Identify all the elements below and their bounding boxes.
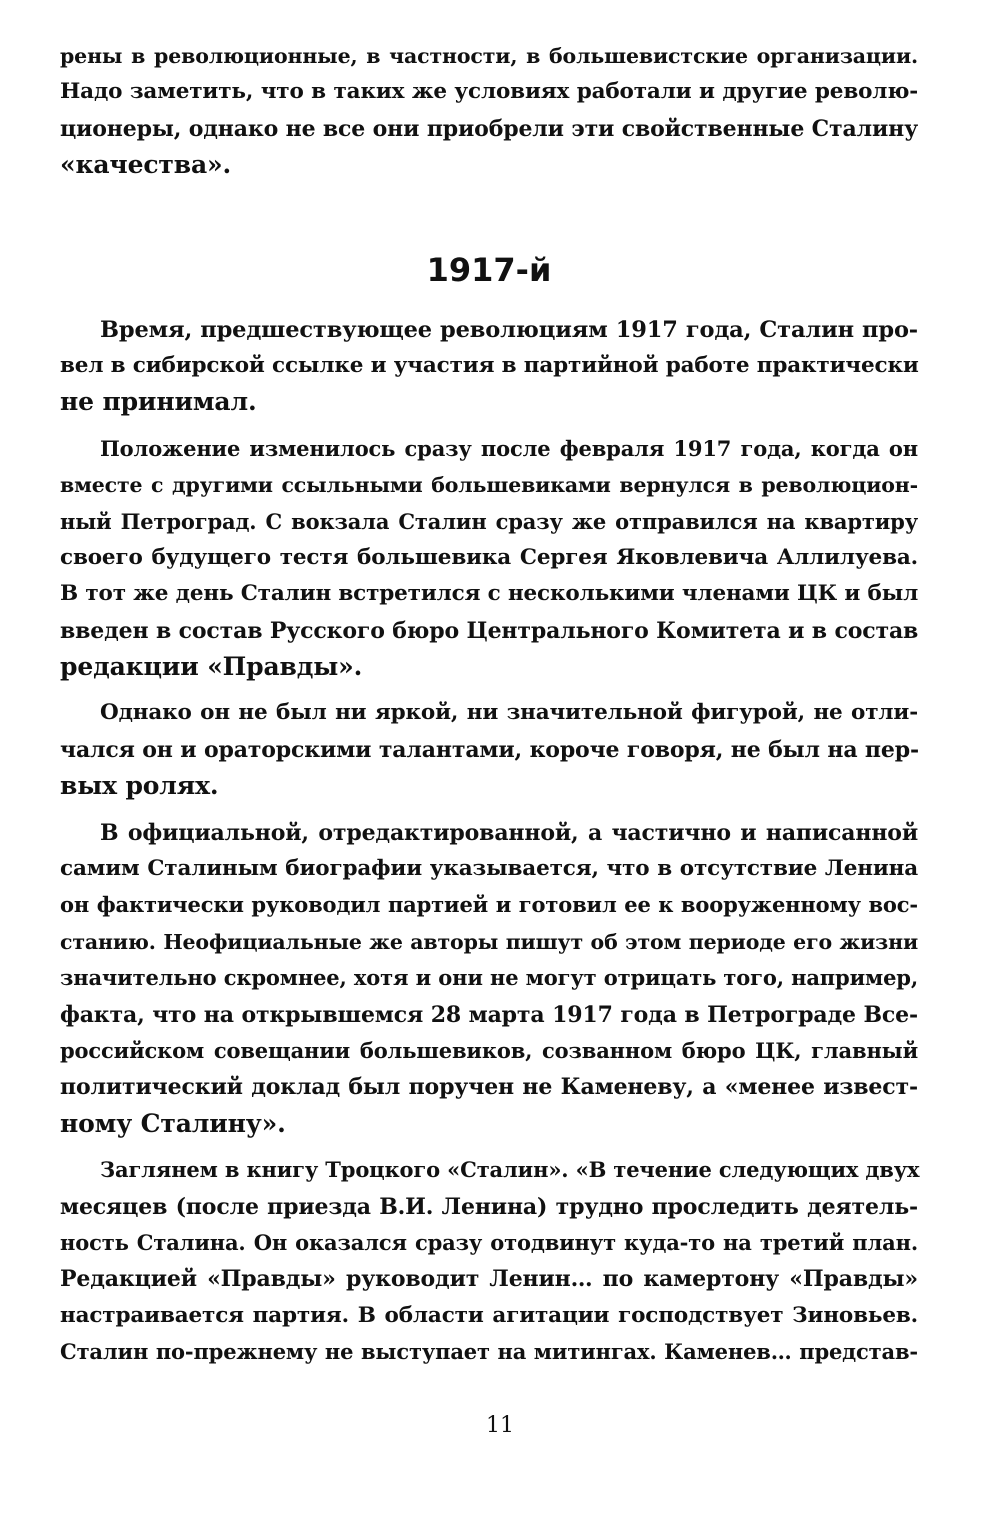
- paragraph: [60, 695, 918, 804]
- paragraph: [60, 1152, 918, 1370]
- text-line: политический доклад был поручен не Каменеву, а «менее извест-: [60, 1074, 918, 1101]
- text-line: месяцев (после приезда В.И. Ленина) трудно проследить деятель-: [60, 1193, 918, 1220]
- text-line: значительно скромнее, хотя и они не могут отрицать того, например,: [60, 965, 918, 991]
- text-line: своего будущего тестя большевика Сергея Яковлевича Аллилуева.: [60, 544, 918, 570]
- text-line: российском совещании большевиков, созванном бюро ЦК, главный: [60, 1037, 918, 1063]
- text-line: вел в сибирской ссылке и участия в партийной работе практически: [60, 352, 919, 378]
- text-line: Надо заметить, что в таких же условиях работали и другие револю-: [60, 79, 918, 105]
- text-line: Положение изменилось сразу после февраля 1917 года, когда он: [100, 435, 918, 461]
- paragraph: [60, 815, 918, 1143]
- text-line: вместе с другими ссыльными большевиками вернулся в революцион-: [60, 473, 918, 498]
- text-line: Однако он не был ни яркой, ни значительной фигурой, не отли-: [100, 700, 918, 726]
- text-line: самим Сталиным биографии указывается, что в отсутствие Ленина: [60, 856, 918, 882]
- text-line: редакции «Правды».: [60, 652, 363, 682]
- paragraph: [60, 312, 918, 421]
- text-line: В тот же день Сталин встретился с несколькими членами ЦК и был: [60, 581, 919, 607]
- chapter-heading: 1917-й: [426, 250, 552, 289]
- text-line: он фактически руководил партией и готовил ее к вооруженному вос-: [60, 892, 918, 918]
- text-line: ный Петроград. С вокзала Сталин сразу же отправился на квартиру: [60, 508, 918, 534]
- text-line: вых ролях.: [60, 771, 219, 801]
- page-number: 11: [486, 1413, 514, 1438]
- text-line: чался он и ораторскими талантами, короче говоря, не был на пер-: [60, 736, 919, 763]
- paragraph: [60, 431, 918, 686]
- text-line: не принимал.: [60, 387, 257, 417]
- text-line: ность Сталина. Он оказался сразу отодвинут куда-то на третий план.: [60, 1229, 918, 1255]
- text-line: «качества».: [60, 150, 232, 180]
- text-line: ционеры, однако не все они приобрели эти свойственные Сталину: [60, 115, 919, 142]
- text-line: Редакцией «Правды» руководит Ленин… по камертону «Правды»: [60, 1266, 918, 1293]
- paragraph: [60, 38, 918, 184]
- text-line: факта, что на открывшемся 28 марта 1917 года в Петрограде Все-: [60, 1001, 918, 1028]
- text-line: настраивается партия. В области агитации господствует Зиновьев.: [60, 1302, 918, 1328]
- text-line: введен в состав Русского бюро Центрального Комитета и в состав: [60, 617, 919, 644]
- text-line: В официальной, отредактированной, а частично и написанной: [100, 819, 918, 846]
- text-line: станию. Неофициальные же авторы пишут об этом периоде его жизни: [60, 929, 918, 954]
- text-line: ному Сталину».: [60, 1108, 286, 1138]
- text-line: Сталин по-прежнему не выступает на митингах. Каменев… представ-: [60, 1339, 918, 1365]
- text-line: Заглянем в книгу Троцкого «Сталин». «В течение следующих двух: [100, 1157, 920, 1183]
- text-line: Время, предшествующее революциям 1917 года, Сталин про-: [100, 316, 918, 343]
- document-page: [60, 38, 918, 1381]
- text-line: рены в революционные, в частности, в большевистские организации.: [60, 44, 918, 68]
